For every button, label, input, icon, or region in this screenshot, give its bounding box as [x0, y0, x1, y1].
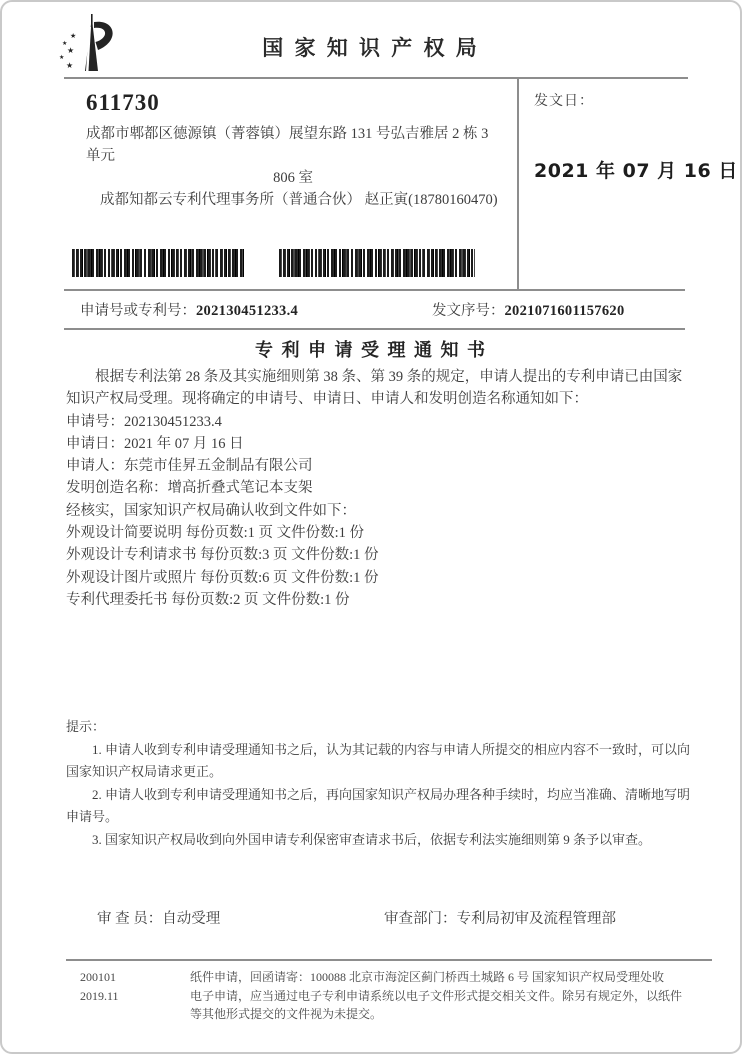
issue-date-value: 2021 年 07 月 16 日	[534, 160, 738, 182]
application-number-row	[80, 299, 298, 320]
footer-code: 200101	[80, 970, 116, 984]
svg-text:★: ★	[62, 41, 68, 47]
notes-label: 提示：	[66, 719, 106, 734]
svg-text:★: ★	[70, 32, 77, 40]
svg-text:★: ★	[67, 46, 75, 55]
body-section	[66, 366, 684, 611]
issue-date-label: 发文日：	[534, 94, 594, 109]
ref-row-top-divider	[64, 289, 685, 291]
application-number-label: 申请号或专利号：	[80, 303, 196, 319]
field-applicant: 申请人：东莞市佳昇五金制品有限公司	[66, 458, 313, 475]
footer-text: 纸件申请，回函请寄：100088 北京市海淀区蓟门桥西土城路 6 号 国家知识产权局受理处收	[190, 970, 665, 984]
field-invention-title: 发明创造名称：增高折叠式笔记本支架	[66, 480, 313, 497]
notes-section	[66, 716, 690, 852]
recipient-address-line1: 成都市郫都区德源镇（菁蓉镇）展望东路 131 号弘吉雅居 2 栋 3 单元	[86, 126, 489, 164]
footer-code: 2019.11	[80, 988, 119, 1003]
barcode-right	[279, 249, 475, 277]
examiner-value: 自动受理	[162, 911, 221, 927]
document-row: 外观设计图片或照片 每份页数:6 页 文件份数:1 份	[66, 569, 379, 586]
ref-row-bottom-divider	[64, 328, 685, 330]
svg-text:★: ★	[66, 61, 74, 70]
application-number-value: 202130451233.4	[196, 303, 299, 319]
note-item: 2. 申请人收到专利申请受理通知书之后，再向国家知识产权局办理各种手续时，均应当准确、清晰地写明申请号。	[66, 786, 691, 825]
recipient-address-line2: 806 室	[273, 170, 313, 186]
recipient-block	[86, 92, 500, 211]
notice-code: 611730	[86, 90, 160, 115]
agency-line: 成都知都云专利代理事务所（普通合伙） 赵正寅(18780160470)	[100, 192, 498, 208]
field-application-number: 申请号：202130451233.4	[66, 413, 222, 430]
issue-date-box	[534, 90, 738, 183]
document-title: 专 利 申 请 受 理 通 知 书	[255, 340, 487, 360]
document-row: 专利代理委托书 每份页数:2 页 文件份数:1 份	[66, 591, 350, 608]
footer-section	[80, 968, 692, 1024]
serial-number-label: 发文序号：	[432, 303, 505, 319]
examiner-row	[97, 907, 220, 928]
document-row: 外观设计简要说明 每份页数:1 页 文件份数:1 份	[66, 525, 365, 542]
svg-text:★: ★	[59, 55, 65, 61]
note-item: 3. 国家知识产权局收到向外国申请专利保密审查请求书后，依据专利法实施细则第 9 条予以审查。	[92, 831, 652, 847]
footer-text: 电子申请，应当通过电子专利申请系统以电子文件形式提交相关文件。除另有规定外，以纸件等其他形式提交的文件视为未提交。	[190, 988, 683, 1021]
document-row: 外观设计专利请求书 每份页数:3 页 文件份数:1 份	[66, 547, 379, 564]
department-value: 专利局初审及流程管理部	[456, 911, 616, 927]
serial-number-value: 2021071601157620	[504, 303, 625, 319]
field-application-date: 申请日：2021 年 07 月 16 日	[66, 435, 244, 452]
serial-number-row	[432, 299, 625, 320]
department-row	[384, 907, 616, 928]
org-name: 国 家 知 识 产 权 局	[262, 36, 480, 60]
note-item: 1. 申请人收到专利申请受理通知书之后，认为其记载的内容与申请人所提交的相应内容不一致时，可以向国家知识产权局请求更正。	[66, 741, 691, 780]
intro-paragraph: 根据专利法第 28 条及其实施细则第 38 条、第 39 条的规定，申请人提出的专利申请已由国家知识产权局受理。现将确定的申请号、申请日、申请人和发明创造名称通知如下：	[66, 369, 683, 408]
header-divider	[64, 77, 688, 79]
examiner-label: 审 查 员：	[97, 911, 163, 927]
footer-divider	[66, 959, 712, 961]
barcode-left	[72, 249, 244, 277]
department-label: 审查部门：	[384, 911, 457, 927]
datebox-vertical-divider	[517, 77, 519, 290]
received-intro: 经核实，国家知识产权局确认收到文件如下：	[66, 502, 356, 519]
